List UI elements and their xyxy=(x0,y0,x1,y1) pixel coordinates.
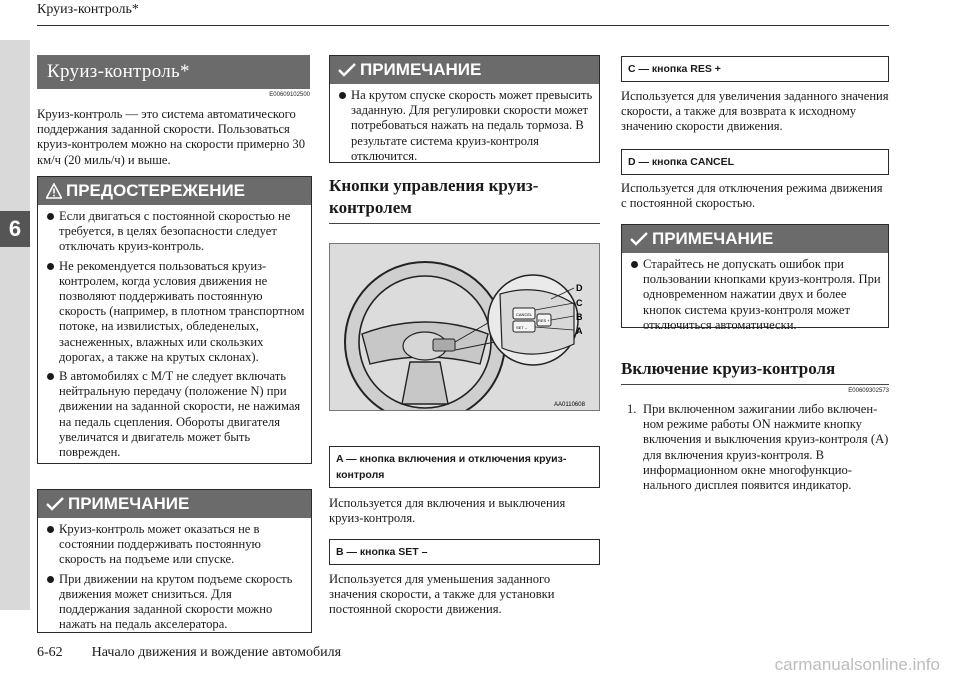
page-number: 6-62 xyxy=(37,645,63,660)
label-button-b: B — кнопка SET – xyxy=(329,539,600,565)
warning-item: Не рекомендуется пользоваться круиз-контролем, когда условия движения не позволяют поддерживать постоянную скорость (например, в плотном транспортном потоке, на извилистых, обледенелых, заснеженных, влажных или скользких дорогах, а также на крутых склонах). xyxy=(46,259,305,365)
section-code: E00609302573 xyxy=(848,388,889,394)
warning-item: Если двигаться с постоянной скоростью не требуется, в целях безопасности следует отключать круиз-контроль. xyxy=(46,209,305,255)
warning-box xyxy=(37,176,312,464)
section-title-buttons: Кнопки управления круиз-контролем xyxy=(329,175,600,224)
warning-heading-text: ПРЕДОСТЕРЕЖЕНИЕ xyxy=(66,181,246,200)
label-button-d: D — кнопка CANCEL xyxy=(621,149,889,175)
note-item: Круиз-контроль может оказаться не в состоянии поддерживать постоянную скорость на подъеме или спуске. xyxy=(46,522,305,568)
label-button-c: C — кнопка RES + xyxy=(621,56,889,82)
callout-c: C xyxy=(576,298,583,308)
note-heading xyxy=(622,225,888,253)
note-heading-text: ПРИМЕЧАНИЕ xyxy=(68,494,190,513)
note-heading xyxy=(330,56,599,84)
callout-a: A xyxy=(576,326,583,336)
steering-wheel-figure xyxy=(329,243,600,411)
note-item: Старайтесь не допускать ошибок при пользовании кнопками круиз-контроля. При одновременном нажатии двух и более кнопок система круиз-контроля может отключиться автоматически. xyxy=(630,257,882,333)
note-check-icon xyxy=(338,63,356,77)
section-code: E00609102500 xyxy=(269,92,310,98)
steering-wheel-illustration xyxy=(330,244,599,410)
chapter-title: Начало движения и вождение автомобиля xyxy=(91,645,342,660)
note-check-icon xyxy=(630,232,648,246)
note-heading xyxy=(38,490,311,518)
label-button-a: A — кнопка включения и отключения круиз-контроля xyxy=(329,446,600,488)
callout-b: B xyxy=(576,312,583,322)
callout-d: D xyxy=(576,283,583,293)
page-footer xyxy=(37,645,341,661)
paragraph-button-d: Используется для отключения режима движения с постоянной скоростью. xyxy=(621,181,883,211)
section-title-cruise: Круиз-контроль* xyxy=(37,55,310,89)
note-item: На крутом спуске скорость может превысить заданную. Для регулировки скорости может потребоваться нажать на педаль тормоза. В результате система круиз-контроля отключится. xyxy=(338,88,593,164)
header-rule xyxy=(37,25,889,26)
note-box-middle xyxy=(329,55,600,163)
figure-code: AA0110608 xyxy=(554,402,585,408)
note-heading-text: ПРИМЕЧАНИЕ xyxy=(360,60,482,79)
paragraph-button-a: Используется для включения и выключения круиз-контроля. xyxy=(329,496,566,526)
watermark: carmanualsonline.info xyxy=(774,655,940,674)
note-box-right xyxy=(621,224,889,332)
step-text: При включенном зажигании либо включен-ном режиме работы ON нажмите кнопку включения и выключения круиз-контроля (A) для включения круиз-контроля. В информационном окне многофункцио-нального дисплея появится индикатор. xyxy=(643,402,889,493)
warning-heading xyxy=(38,177,311,205)
chapter-tab-number: 6 xyxy=(0,211,30,247)
chapter-tab-strip xyxy=(0,40,30,610)
note-box-left xyxy=(37,489,312,633)
paragraph-button-c: Используется для увеличения заданного значения скорости, а также для возврата к исходному значению скорости движения. xyxy=(621,89,889,134)
intro-paragraph: Круиз-контроль — это система автоматического поддержания заданной скорости. Пользоваться круиз-контролем можно на скорости примерно 30 км/ч (20 миль/ч) и выше. xyxy=(37,107,306,167)
button-label-cancel: CANCEL xyxy=(516,312,533,317)
paragraph-button-b: Используется для уменьшения заданного значения скорости, а также для установки постоянной скорости движения. xyxy=(329,572,555,617)
note-check-icon xyxy=(46,497,64,511)
button-label-res: RES + xyxy=(538,318,550,323)
note-heading-text: ПРИМЕЧАНИЕ xyxy=(652,229,774,248)
step-number: 1. xyxy=(627,402,637,416)
page-header-title: Круиз-контроль* xyxy=(37,2,139,17)
warning-item: В автомобилях с М/Т не следует включать нейтральную передачу (положение N) при движении на заданной скорости, не нажимая на педаль сцепления. Обороты двигателя увеличатся и двигатель может быть поврежден. xyxy=(46,369,305,460)
note-item: При движении на крутом подъеме скорость движения может снизиться. Для поддержания заданной скорости можно нажать на педаль акселератора. xyxy=(46,572,305,633)
warning-triangle-icon xyxy=(46,183,62,199)
section-title-enable: Включение круиз-контроля xyxy=(621,358,889,385)
button-label-set: SET – xyxy=(516,325,528,330)
